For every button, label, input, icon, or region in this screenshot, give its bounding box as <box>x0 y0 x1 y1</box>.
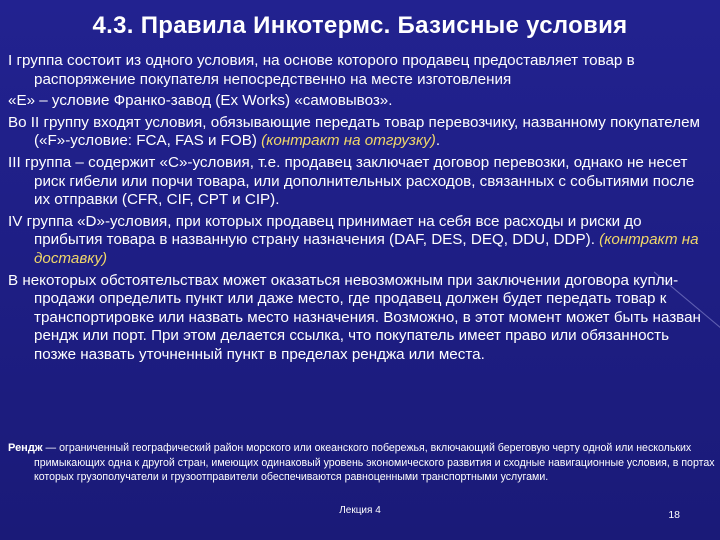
range-definition-note <box>8 441 720 485</box>
circumstances-text: В некоторых обстоятельствах может оказаться невозможным при заключении договора купли-продажи определить пункт или даже место, где продавец должен будет передать товар к транспортировке или назвать место назначения. Возможно, в этот момент может быть назван рендж или порт. При этом делается ссылка, что покупатель имеет право или обязанность позже назвать уточненный пункт в пределах ренджа или места. <box>8 271 701 363</box>
group-2-lead: Во II группу <box>8 113 89 131</box>
group-1-text: состоит из одного условия, на основе которого продавец предоставляет товар в распоряжение покупателя непосредственно на месте изготовления <box>34 52 635 88</box>
paragraph-group-3 <box>8 154 708 210</box>
group-2-tail: . <box>435 132 441 150</box>
group-3-lead: III группа <box>8 153 72 171</box>
group-4-lead: IV группа <box>8 212 73 230</box>
slide-title: 4.3. Правила Инкотермс. Базисные условия <box>92 12 628 39</box>
paragraph-circumstances <box>8 272 708 365</box>
group-4-text: «D»-условия, при которых продавец принимает на себя все расходы и риски до прибытия товара в названную страну назначения (DAF, DES, DEQ, DDU, DDP). <box>34 212 642 249</box>
slide-body <box>8 52 708 368</box>
group-2-accent: (контракт на отгрузку) <box>261 132 436 150</box>
paragraph-group-2 <box>8 114 708 151</box>
footer-lecture: Лекция 4 <box>339 505 381 516</box>
paragraph-ex-works <box>8 92 708 111</box>
group-2-text: входят условия, обязывающие передать товар перевозчику, названному покупателем («F»-условие: FCA, FAS и FOB) <box>34 113 700 150</box>
ex-works-lead: «E» – условие Франко-завод (Ex Works) <box>8 92 291 110</box>
note-term: Рендж <box>8 442 43 454</box>
group-1-lead: I группа <box>8 52 63 69</box>
page-number: 18 <box>668 509 680 521</box>
paragraph-group-1 <box>8 52 708 89</box>
group-4-accent: (контракт на доставку) <box>34 231 699 267</box>
group-3-text: – содержит «C»-условия, т.е. продавец заключает договор перевозки, однако не несет риск гибели или порчи товара, или дополнительных расходов, связанных с событиями после их отправки (CFR, CIF, CPT и CIP). <box>34 153 695 209</box>
note-text: — ограниченный географический район морского или океанского побережья, включающий береговую черту одной или нескольких примыкающих одна к другой стран, имеющих одинаковый уровень экономического развития и сходные навигационные условия, в портах которых грузополучатели и грузоотправители обеспечиваются равноценными транспортными услугами. <box>34 442 715 484</box>
paragraph-group-4 <box>8 213 708 269</box>
ex-works-text: «самовывоз». <box>290 92 393 110</box>
